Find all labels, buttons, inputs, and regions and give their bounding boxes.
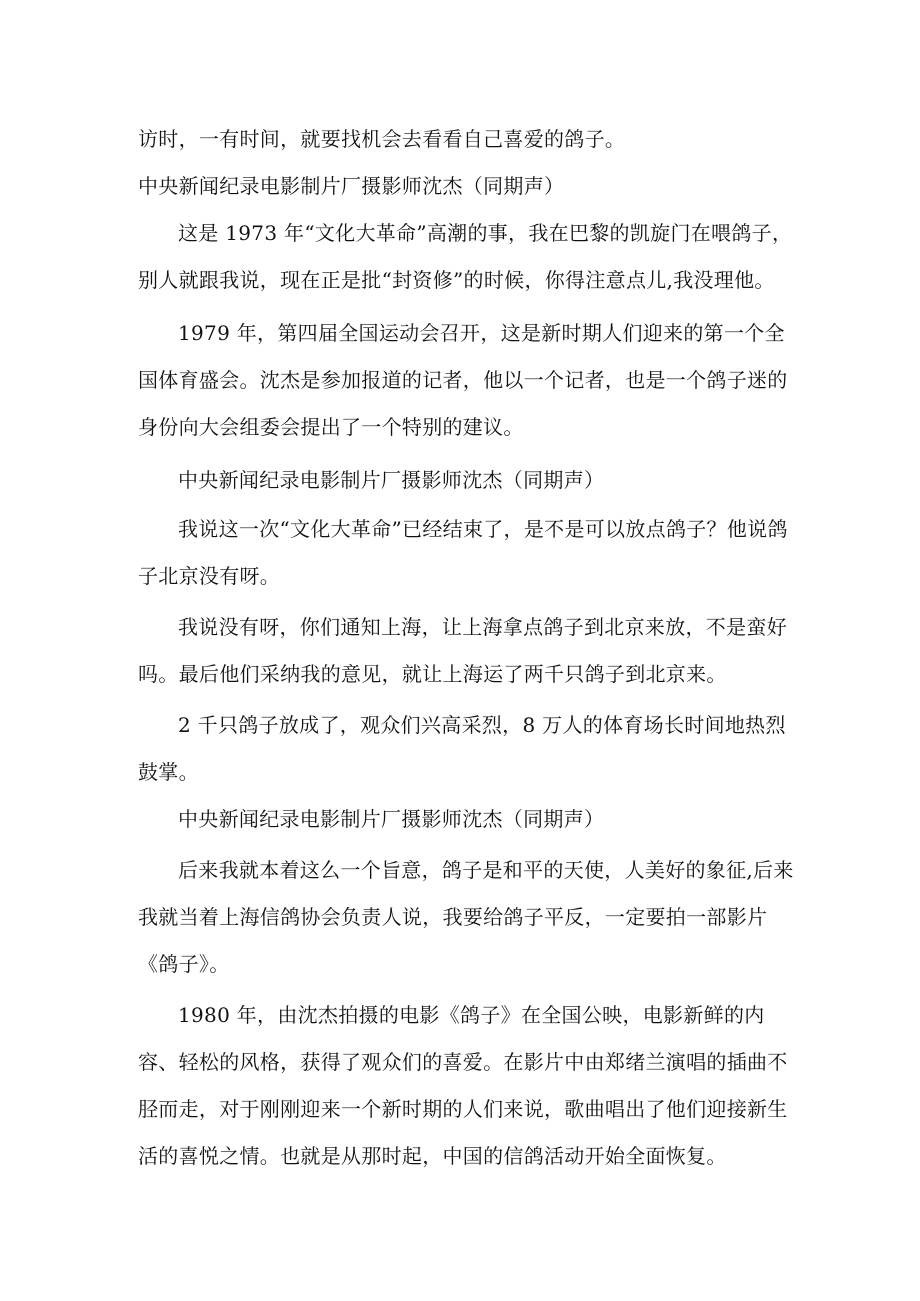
narration-paragraph: 1979 年，第四届全国运动会召开，这是新时期人们迎来的第一个全国体育盛会。沈杰是参加报道的记者，他以一个记者，也是一个鸽子迷的身份向大会组委会提出了一个特别的建议。 — [138, 321, 788, 439]
speaker-label: 中央新闻纪录电影制片厂摄影师沈杰（同期声） — [138, 174, 565, 198]
quote-paragraph: 后来我就本着这么一个旨意，鸽子是和平的天使，人美好的象征,后来我就当着上海信鸽协会负责人说，我要给鸽子平反，一定要拍一部影片《鸽子》。 — [138, 858, 794, 976]
narration-paragraph: 2 千只鸽子放成了，观众们兴高采烈，8 万人的体育场长时间地热烈鼓掌。 — [138, 713, 786, 784]
narration-paragraph: 1980 年，由沈杰拍摄的电影《鸽子》在全国公映，电影新鲜的内容、轻松的风格，获得了观众们的喜爱。在影片中由郑绪兰演唱的插曲不胫而走，对于刚刚迎来一个新时期的人们来说，歌曲唱出了他们迎接新生活的喜悦之情。也就是从那时起，中国的信鸽活动开始全面恢复。 — [138, 1003, 788, 1168]
quote-paragraph: 我说没有呀，你们通知上海，让上海拿点鸽子到北京来放，不是蛮好吗。最后他们采纳我的意见，就让上海运了两千只鸽子到北京来。 — [138, 615, 787, 686]
quote-paragraph: 我说这一次“文化大革命”已经结束了，是不是可以放点鸽子？他说鸽子北京没有呀。 — [138, 517, 788, 588]
quote-paragraph: 这是 1973 年“文化大革命”高潮的事，我在巴黎的凯旋门在喂鸽子，别人就跟我说，现在正是批“封资修”的时候，你得注意点儿,我没理他。 — [138, 221, 793, 292]
paragraph-continuation: 访时，一有时间，就要找机会去看看自己喜爱的鸽子。 — [138, 127, 626, 151]
speaker-label: 中央新闻纪录电影制片厂摄影师沈杰（同期声） — [178, 468, 605, 492]
speaker-label: 中央新闻纪录电影制片厂摄影师沈杰（同期声） — [178, 807, 605, 831]
